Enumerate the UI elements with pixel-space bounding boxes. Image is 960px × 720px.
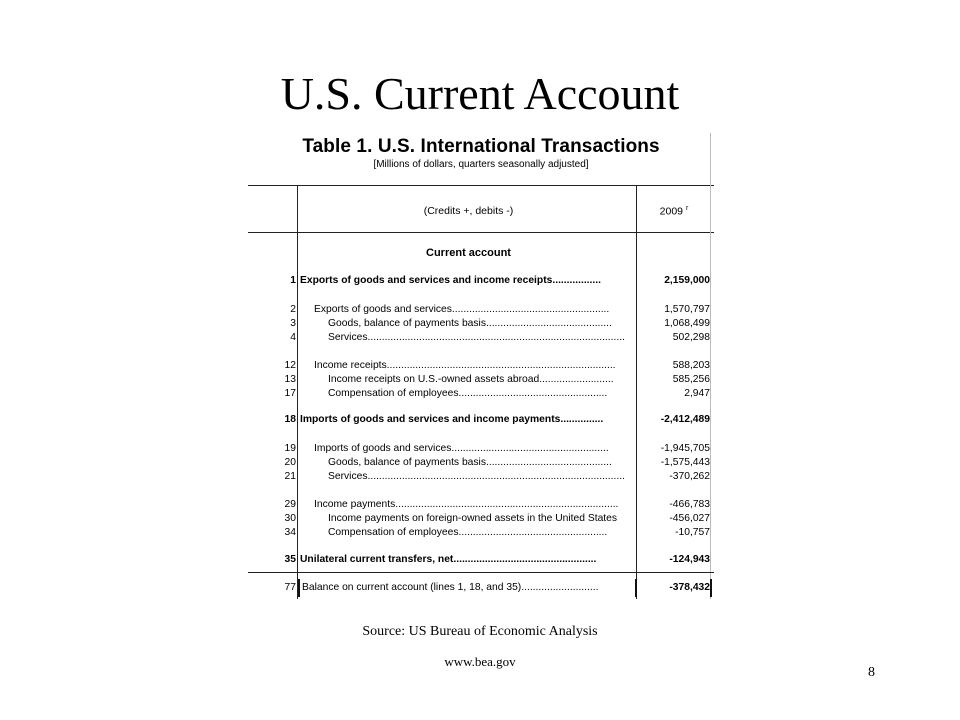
table-row [248, 512, 714, 526]
line-label: Exports of goods and services and income receipts................. [300, 275, 601, 286]
line-number: 34 [284, 527, 296, 538]
table-row [248, 274, 714, 288]
line-number: 19 [284, 443, 296, 454]
line-value: -370,262 [669, 471, 710, 482]
table-row [248, 387, 714, 401]
table-row [248, 470, 714, 484]
line-value: -2,412,489 [660, 414, 710, 425]
table-rule-header [248, 232, 714, 233]
page-number: 8 [868, 665, 875, 680]
line-label: Imports of goods and services....................................................... [314, 443, 609, 454]
year-label: 2009 [659, 205, 683, 218]
line-number: 29 [284, 499, 296, 510]
line-label: Services.......................................................................................... [328, 471, 625, 482]
transactions-table [248, 133, 714, 600]
slide-title: U.S. Current Account [280, 68, 680, 119]
table-row [248, 581, 714, 595]
table-row [248, 373, 714, 387]
line-value: -10,757 [675, 527, 710, 538]
revised-note: r [686, 205, 689, 212]
table-row [248, 303, 714, 317]
line-label: Compensation of employees.................................................... [328, 388, 608, 399]
line-number: 3 [290, 318, 296, 329]
column-header-year [638, 205, 710, 218]
line-value: 588,203 [672, 360, 710, 371]
table-subtitle: [Millions of dollars, quarters seasonally adjusted] [373, 159, 589, 170]
line-label: Income payments on foreign-owned assets in the United States [328, 513, 618, 524]
table-row [248, 553, 714, 567]
line-number: 30 [284, 513, 296, 524]
line-number: 1 [290, 275, 296, 286]
line-label: Unilateral current transfers, net.................................................. [300, 554, 597, 565]
line-number: 20 [284, 457, 296, 468]
table-title: Table 1. U.S. International Transactions [302, 136, 660, 157]
table-row [248, 359, 714, 373]
table-row [248, 442, 714, 456]
line-number: 21 [284, 471, 296, 482]
table-row [248, 331, 714, 345]
line-value: 502,298 [672, 332, 710, 343]
balance-bar-right [710, 579, 712, 597]
line-number: 12 [284, 360, 296, 371]
line-label: Exports of goods and services....................................................... [314, 304, 610, 315]
table-row [248, 526, 714, 540]
column-header-description: (Credits +, debits -) [423, 205, 514, 217]
section-header: Current account [426, 247, 511, 259]
line-label: Goods, balance of payments basis............................................ [328, 318, 612, 329]
balance-bar-left [298, 579, 300, 597]
line-value: -378,432 [669, 582, 710, 593]
line-number: 35 [284, 554, 296, 565]
line-label: Compensation of employees.................................................... [328, 527, 608, 538]
line-number: 77 [284, 582, 296, 593]
line-number: 13 [284, 374, 296, 385]
line-label: Goods, balance of payments basis............................................ [328, 457, 612, 468]
line-number: 18 [284, 414, 296, 425]
line-number: 4 [290, 332, 296, 343]
line-value: -456,027 [669, 513, 710, 524]
line-label: Income receipts on U.S.-owned assets abroad.......................... [328, 374, 614, 385]
line-label: Balance on current account (lines 1, 18, and 35)........................... [302, 582, 599, 593]
source-url: www.bea.gov [444, 654, 516, 669]
balance-bar-mid [635, 579, 637, 597]
line-number: 2 [290, 304, 296, 315]
line-label: Income payments.............................................................................. [314, 499, 619, 510]
table-row [248, 413, 714, 427]
line-value: 2,159,000 [664, 275, 710, 286]
table-rule-top [248, 185, 714, 186]
line-value: 2,947 [684, 388, 710, 399]
table-row [248, 456, 714, 470]
line-value: -124,943 [669, 554, 710, 565]
line-label: Services.......................................................................................... [328, 332, 625, 343]
line-value: -1,945,705 [660, 443, 710, 454]
line-value: -1,575,443 [660, 457, 710, 468]
source-note: Source: US Bureau of Economic Analysis [362, 624, 598, 639]
table-row [248, 317, 714, 331]
table-row [248, 498, 714, 512]
line-number: 17 [284, 388, 296, 399]
line-label: Income receipts................................................................................ [314, 360, 616, 371]
line-label: Imports of goods and services and income payments............... [300, 414, 604, 425]
line-value: 1,570,797 [664, 304, 710, 315]
line-value: 585,256 [672, 374, 710, 385]
line-value: 1,068,499 [664, 318, 710, 329]
line-value: -466,783 [669, 499, 710, 510]
table-rule-balance [248, 572, 714, 573]
